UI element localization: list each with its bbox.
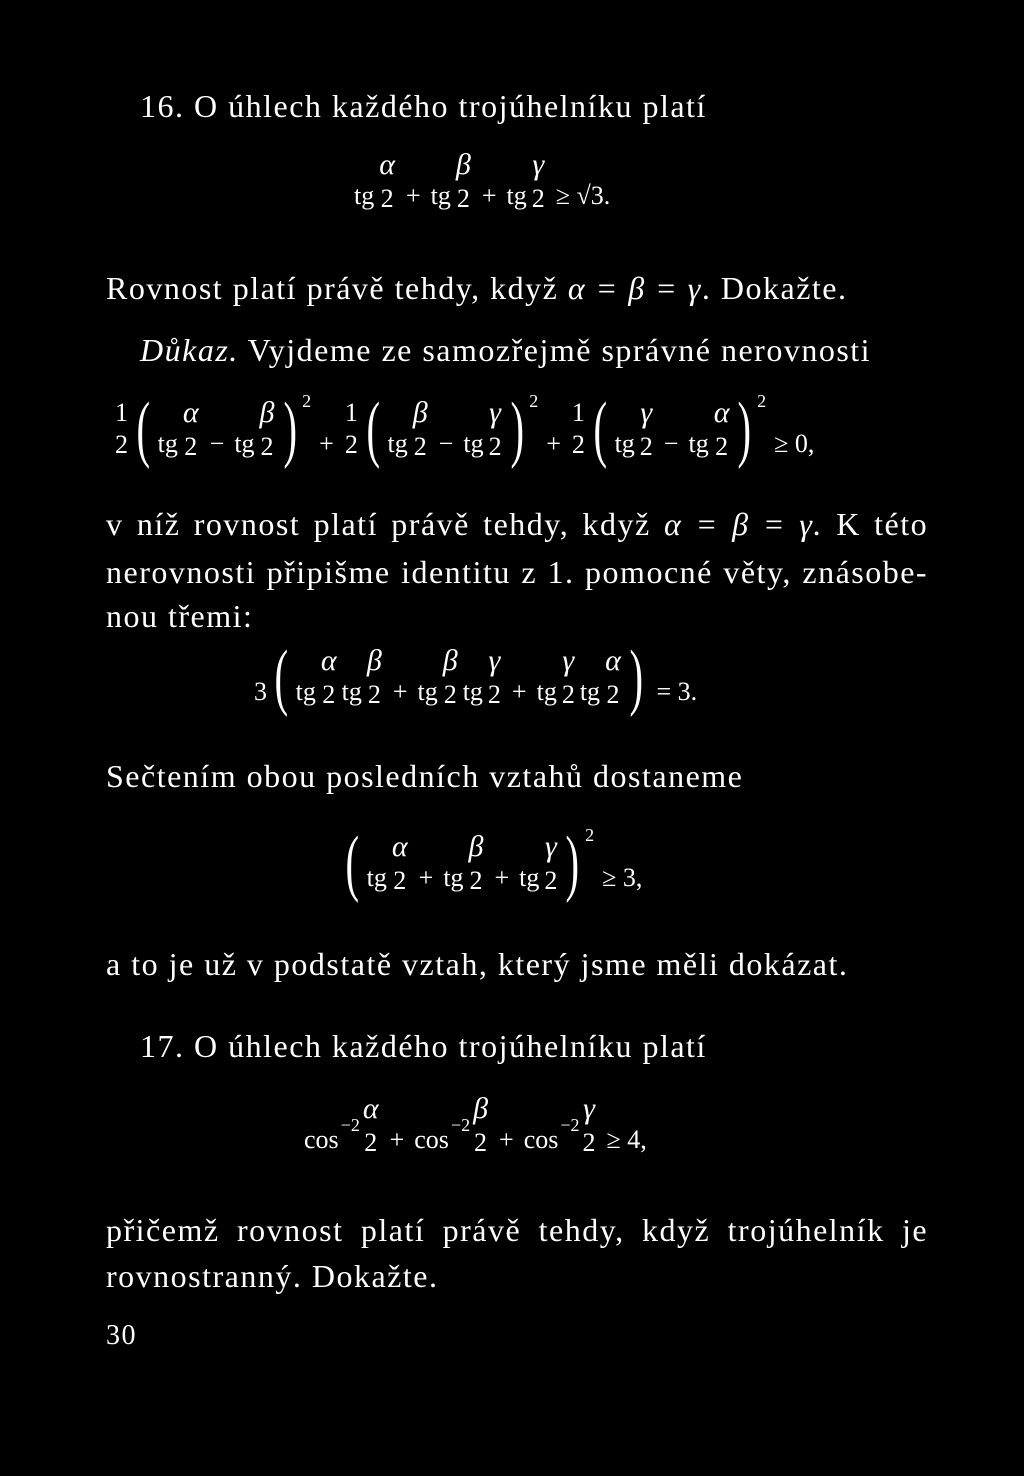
tg-label: tg <box>354 181 375 210</box>
formula-16: tg α 2 + tg β 2 + tg γ 2 ≥ √3. <box>354 148 611 213</box>
problem-17-intro: 17. O úhlech každého trojúhelníku platí <box>140 1028 707 1064</box>
proof-paragraph-line-1: v níž rovnost platí právě tehdy, když α = β = γ. K této <box>106 506 929 542</box>
squared-rhs: ≥ 3, <box>602 863 643 892</box>
inequality-rhs: ≥ 0, <box>774 429 815 458</box>
proof-intro: Důkaz. Vyjdeme ze samozřejmě správné nerovnosti <box>140 332 872 368</box>
proof-paragraph-line-2: nerovnosti připišme identitu z 1. pomocné věty, znásobe- <box>106 554 929 590</box>
problem-16-intro: 16. O úhlech každého trojúhelníku platí <box>140 88 707 124</box>
sum-sentence: Sečtením obou posledních vztahů dostaneme <box>106 758 744 794</box>
fraction-gamma-half: γ 2 <box>531 148 545 213</box>
proof-conclusion: a to je už v podstatě vztah, který jsme měli dokázat. <box>106 946 849 982</box>
formula-16-rhs: ≥ √3. <box>555 181 611 210</box>
problem-17-line-1: přičemž rovnost platí právě tehdy, když trojúhelník je <box>106 1212 929 1248</box>
squared-formula: ( tg α 2 + tg β 2 + tg γ 2 ) 2 ≥ 3, <box>345 822 643 904</box>
proof-paragraph-line-3: nou třemi: <box>106 598 254 634</box>
identity-rhs: = 3. <box>656 677 698 706</box>
equality-condition-16: Rovnost platí právě tehdy, když α = β = γ. Dokažte. <box>106 270 848 306</box>
fraction-beta-half: β 2 <box>455 148 471 213</box>
proof-label: Důkaz. <box>140 332 239 368</box>
identity-formula: 3 ( tg α 2 tg β 2 + tg β 2 tg γ 2 + tg γ 2 tg α 2 ) = 3. <box>254 636 698 718</box>
page-number: 30 <box>106 1320 137 1351</box>
formula-17-rhs: ≥ 4, <box>606 1125 647 1154</box>
formula-17: cos −2 α 2 + cos −2 β 2 + cos −2 γ 2 ≥ 4, <box>304 1092 647 1157</box>
base-inequality: 1 2 ( tg α 2 − tg β 2 ) 2 + 1 2 ( tg β 2 − tg γ 2 ) 2 + 1 2 ( tg γ 2 − tg α 2 ) 2 ≥ 0, <box>115 388 815 470</box>
fraction-alpha-half: α 2 <box>379 148 395 213</box>
problem-17-line-2: rovnostranný. Dokažte. <box>106 1258 439 1294</box>
